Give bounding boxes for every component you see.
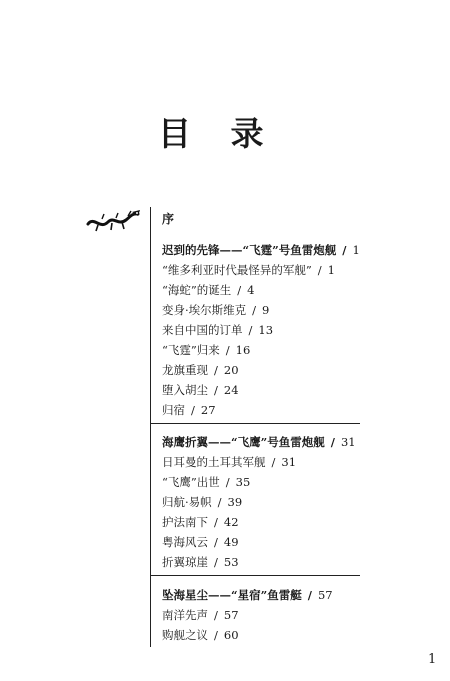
toc-chapter-heading[interactable] — [162, 432, 402, 452]
entry-title: 护法南下 — [162, 515, 208, 529]
separator: / — [214, 535, 218, 549]
section-divider — [150, 423, 360, 424]
toc-entry[interactable] — [162, 605, 402, 625]
page-ref: 57 — [223, 608, 239, 622]
separator: / — [252, 303, 257, 317]
entry-title: 来自中国的订单 — [162, 323, 243, 337]
page-ref: 60 — [223, 628, 239, 642]
entry-title: 堕入胡尘 — [162, 383, 208, 397]
entry-title: “飞霆”归来 — [162, 343, 220, 357]
page-ref: 35 — [235, 475, 251, 489]
separator: / — [214, 363, 218, 377]
entry-title: 南洋先声 — [162, 608, 208, 622]
separator: / — [214, 555, 218, 569]
page-ref: 49 — [223, 535, 239, 549]
page-ref: 16 — [235, 343, 251, 357]
entry-title: 龙旗重现 — [162, 363, 208, 377]
page-ref: 53 — [223, 555, 239, 569]
page-ref: 57 — [317, 588, 333, 602]
toc-entry[interactable] — [162, 472, 402, 492]
toc-entry[interactable] — [162, 280, 402, 300]
page-ref: 1 — [327, 263, 335, 277]
entry-title: 坠海星尘——“星宿”鱼雷艇 — [162, 588, 302, 602]
toc-chapter-heading[interactable] — [162, 240, 402, 260]
separator: / — [191, 403, 195, 417]
separator: / — [225, 475, 230, 489]
entry-title: 折翼琼崖 — [162, 555, 208, 569]
page-ref: 20 — [223, 363, 239, 377]
section-divider — [150, 575, 360, 576]
entry-title: 归宿 — [162, 403, 185, 417]
page-ref: 13 — [258, 323, 274, 337]
separator: / — [214, 608, 218, 622]
toc-chapter-heading[interactable] — [162, 585, 402, 605]
page-ref: 42 — [223, 515, 239, 529]
separator: / — [248, 323, 253, 337]
toc-entry[interactable] — [162, 260, 402, 280]
page-ref: 31 — [340, 435, 356, 449]
page-ref: 31 — [281, 455, 297, 469]
dragon-ornament-icon — [86, 204, 142, 234]
page-ref: 9 — [262, 303, 270, 317]
entry-title: “维多利亚时代最怪异的军舰” — [162, 263, 312, 277]
separator: / — [214, 628, 218, 642]
toc-entry[interactable] — [162, 492, 402, 512]
entry-title: 购舰之议 — [162, 628, 208, 642]
separator: / — [237, 283, 242, 297]
entry-title: 粤海风云 — [162, 535, 208, 549]
entry-title: 归航·易帜 — [162, 495, 212, 509]
toc-entry[interactable] — [162, 625, 402, 645]
toc-section-3 — [162, 585, 402, 645]
entry-title: 迟到的先锋——“飞霆”号鱼雷炮舰 — [162, 243, 337, 257]
toc-entry[interactable] — [162, 512, 402, 532]
toc-entry[interactable] — [162, 452, 402, 472]
preface-entry[interactable]: 序 — [162, 212, 175, 226]
page-number: 1 — [428, 652, 437, 667]
left-rule — [150, 207, 151, 647]
page-ref: 39 — [227, 495, 243, 509]
entry-title: “海蛇”的诞生 — [162, 283, 232, 297]
entry-title: “飞鹰”出世 — [162, 475, 220, 489]
toc-section-1 — [162, 240, 402, 420]
separator: / — [214, 383, 218, 397]
separator: / — [330, 435, 335, 449]
toc-entry[interactable] — [162, 400, 402, 420]
page-ref: 27 — [200, 403, 216, 417]
toc-entry[interactable] — [162, 552, 402, 572]
entry-title: 海鹰折翼——“飞鹰”号鱼雷炮舰 — [162, 435, 325, 449]
toc-section-2 — [162, 432, 402, 572]
separator: / — [317, 263, 322, 277]
toc-entry[interactable] — [162, 360, 402, 380]
toc-entry[interactable] — [162, 320, 402, 340]
separator: / — [307, 588, 312, 602]
page-ref: 24 — [223, 383, 239, 397]
entry-title: 变身·埃尔斯维克 — [162, 303, 247, 317]
toc-entry[interactable] — [162, 300, 402, 320]
separator: / — [271, 455, 276, 469]
toc-entry[interactable] — [162, 532, 402, 552]
page-ref: 1 — [352, 243, 360, 257]
separator: / — [217, 495, 222, 509]
page-ref: 4 — [247, 283, 255, 297]
toc-entry[interactable] — [162, 340, 402, 360]
separator: / — [214, 515, 218, 529]
entry-title: 日耳曼的土耳其军舰 — [162, 455, 266, 469]
separator: / — [342, 243, 347, 257]
separator: / — [225, 343, 230, 357]
toc-entry[interactable] — [162, 380, 402, 400]
toc-title: 目 录 — [158, 114, 278, 153]
